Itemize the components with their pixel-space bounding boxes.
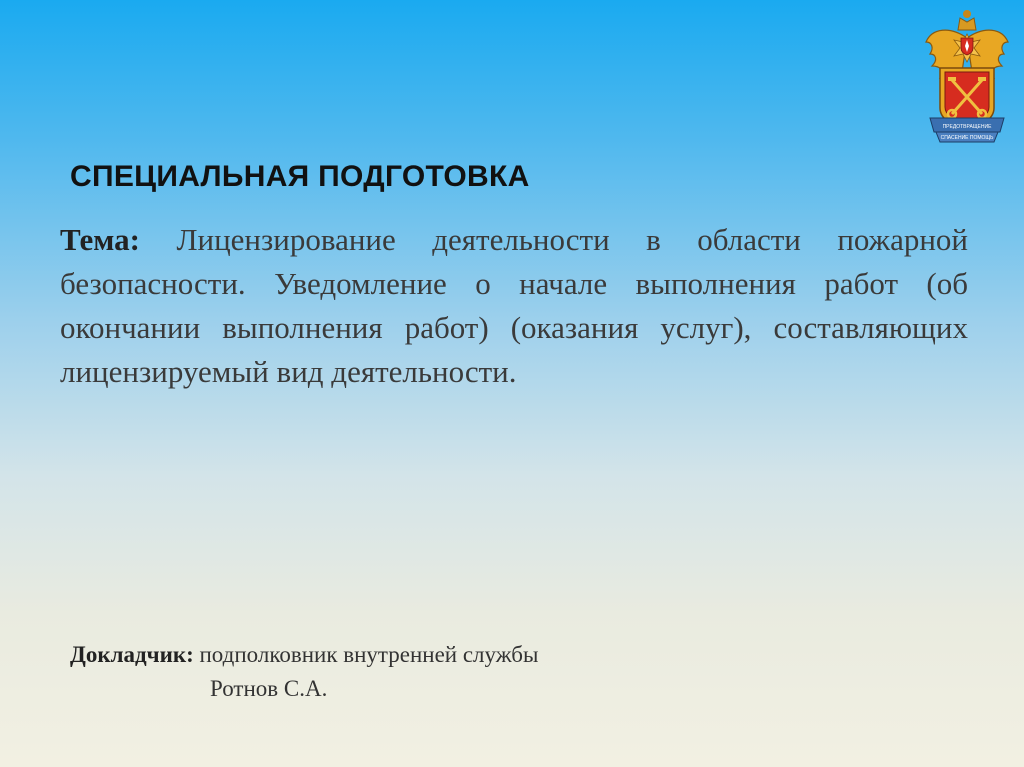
svg-text:СПАСЕНИЕ ПОМОЩЬ: СПАСЕНИЕ ПОМОЩЬ — [940, 135, 994, 141]
slide-heading: СПЕЦИАЛЬНАЯ ПОДГОТОВКА — [70, 160, 530, 193]
topic-text: Лицензирование деятельности в области пожарной безопасности. Уведомление о начале выполнения работ (об окончании выполнения работ) (оказания услуг), составляющих лицензируемый вид деятельности. — [60, 222, 969, 389]
speaker-line — [70, 642, 538, 668]
emergency-ministry-emblem-icon — [922, 8, 1012, 144]
speaker-label: Докладчик: — [70, 642, 194, 667]
topic-paragraph — [60, 218, 968, 394]
speaker-name: Ротнов С.А. — [210, 676, 328, 701]
speaker-rank: подполковник внутренней службы — [199, 642, 539, 667]
topic-label: Тема: — [60, 222, 140, 257]
svg-text:ПРЕДОТВРАЩЕНИЕ: ПРЕДОТВРАЩЕНИЕ — [942, 124, 992, 130]
